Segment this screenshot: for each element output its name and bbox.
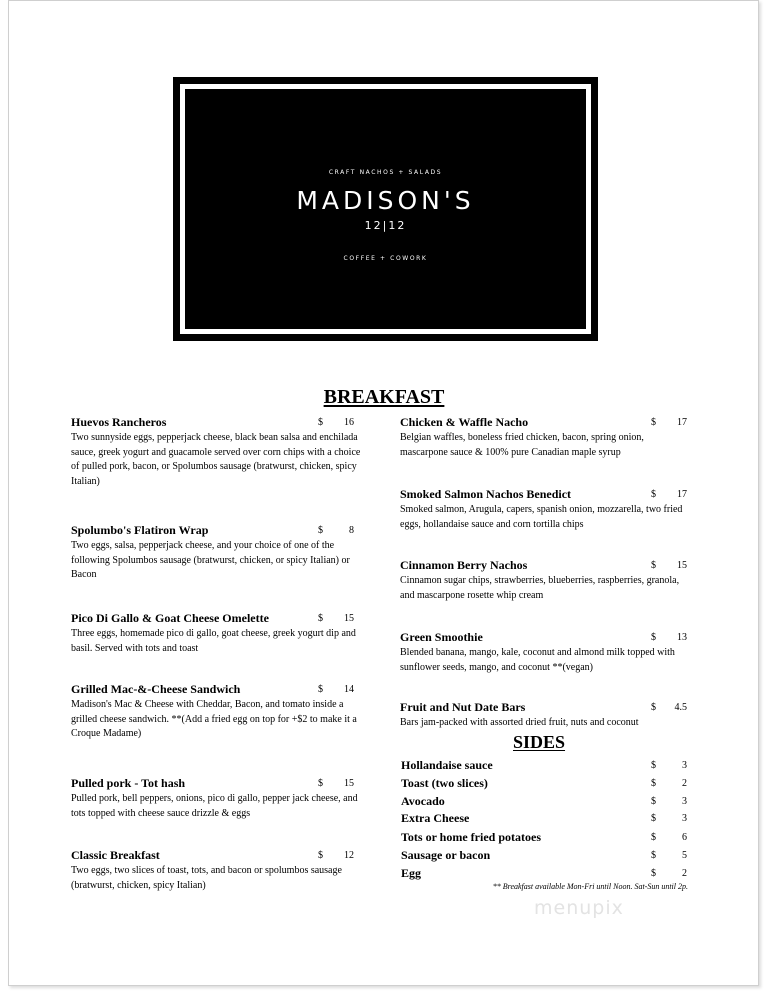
item-name: Grilled Mac-&-Cheese Sandwich xyxy=(71,682,241,696)
side-name: Hollandaise sauce xyxy=(401,758,493,772)
item-price: $ 15 xyxy=(651,560,687,571)
item-price: $ 17 xyxy=(651,489,687,500)
item-name: Smoked Salmon Nachos Benedict xyxy=(400,487,572,501)
sides-heading: SIDES xyxy=(513,732,566,752)
item-name: Classic Breakfast xyxy=(71,848,160,862)
side-name: Tots or home fried potatoes xyxy=(401,830,541,844)
item-price: $ 12 xyxy=(318,850,354,861)
side-name: Sausage or bacon xyxy=(401,848,491,862)
item-price: $ 17 xyxy=(651,417,687,428)
item-description: Pulled pork, bell peppers, onions, pico di gallo, pepper jack cheese, and tots topped with cheese sauce drizzle & eggs xyxy=(71,793,358,819)
menu-item-tot-hash xyxy=(71,776,361,821)
side-item-egg xyxy=(401,866,687,883)
item-name: Pulled pork - Tot hash xyxy=(71,776,186,790)
menu-item-huevos-rancheros xyxy=(71,415,361,489)
item-name: Fruit and Nut Date Bars xyxy=(400,700,526,714)
menu-item-date-bars xyxy=(400,700,692,731)
logo-number: 12|12 xyxy=(364,219,407,232)
side-price: $ 3 xyxy=(651,760,687,771)
item-name: Pico Di Gallo & Goat Cheese Omelette xyxy=(71,611,269,625)
menu-item-cinnamon-berry-nachos xyxy=(400,558,692,603)
side-name: Toast (two slices) xyxy=(401,776,488,790)
side-item-extra-cheese xyxy=(401,811,687,828)
side-name: Egg xyxy=(401,866,422,880)
item-name: Chicken & Waffle Nacho xyxy=(400,415,529,429)
item-price: $ 15 xyxy=(318,778,354,789)
menu-item-salmon-nachos-benedict xyxy=(400,487,692,532)
item-description: Madison's Mac & Cheese with Cheddar, Bacon, and tomato inside a grilled cheese sandwich. **(Add a fried egg on top for +$2 to make it a Croque Madame) xyxy=(71,699,357,739)
item-price: $ 15 xyxy=(318,613,354,624)
item-description: Two sunnyside eggs, pepperjack cheese, black bean salsa and enchilada sauce, greek yogurt and guacamole served over corn chips with a choice of pulled pork, bacon, or Spolumbos sausage (bratwurst, chicken, spicy Italian) xyxy=(71,432,361,487)
breakfast-heading: BREAKFAST xyxy=(323,386,445,408)
logo-subtitle: COFFEE + COWORK xyxy=(343,255,428,262)
item-description: Two eggs, two slices of toast, tots, and bacon or spolumbos sausage (bratwurst, chicken, spicy Italian) xyxy=(71,865,342,891)
side-price: $ 5 xyxy=(651,850,687,861)
item-name: Spolumbo's Flatiron Wrap xyxy=(71,523,209,537)
side-price: $ 3 xyxy=(651,813,687,824)
side-name: Extra Cheese xyxy=(401,811,470,825)
side-item-sausage-bacon xyxy=(401,848,687,865)
menu-item-omelette xyxy=(71,611,361,656)
item-price: $ 13 xyxy=(651,632,687,643)
item-name: Huevos Rancheros xyxy=(71,415,167,429)
side-item-hollandaise xyxy=(401,758,687,775)
logo-name: MADISON'S xyxy=(296,186,475,215)
item-price: $ 8 xyxy=(318,525,354,536)
menu-item-mac-cheese-sandwich xyxy=(71,682,361,742)
item-price: $ 4.5 xyxy=(651,702,687,713)
item-description: Three eggs, homemade pico di gallo, goat cheese, greek yogurt dip and basil. Served with tots and toast xyxy=(71,628,356,654)
side-item-avocado xyxy=(401,794,687,811)
item-name: Green Smoothie xyxy=(400,630,483,644)
item-description: Belgian waffles, boneless fried chicken, bacon, spring onion, mascarpone sauce & 100% pure Canadian maple syrup xyxy=(400,432,644,458)
item-description: Two eggs, salsa, pepperjack cheese, and your choice of one of the following Spolumbos sausage (bratwurst, chicken, or spicy Italian) or Bacon xyxy=(71,540,350,580)
item-name: Cinnamon Berry Nachos xyxy=(400,558,528,572)
item-description: Smoked salmon, Arugula, capers, spanish onion, mozzarella, two fried eggs, hollandaise sauce and corn tortilla chips xyxy=(400,504,683,530)
side-item-tots-potatoes xyxy=(401,830,687,847)
logo-tagline: CRAFT NACHOS + SALADS xyxy=(328,169,443,176)
menu-item-classic-breakfast xyxy=(71,848,361,893)
item-price: $ 14 xyxy=(318,684,354,695)
side-price: $ 2 xyxy=(651,778,687,789)
menu-item-green-smoothie xyxy=(400,630,692,675)
item-description: Blended banana, mango, kale, coconut and almond milk topped with sunflower seeds, mango, and coconut **(vegan) xyxy=(400,647,675,673)
item-description: Bars jam-packed with assorted dried fruit, nuts and coconut xyxy=(400,717,639,728)
menu-item-chicken-waffle-nacho xyxy=(400,415,692,460)
menu-item-flatiron-wrap xyxy=(71,523,361,583)
side-name: Avocado xyxy=(401,794,445,808)
item-price: $ 16 xyxy=(318,417,354,428)
side-price: $ 3 xyxy=(651,796,687,807)
menupix-watermark: menupix xyxy=(534,897,624,919)
item-description: Cinnamon sugar chips, strawberries, blueberries, raspberries, granola, and mascarpone rosette whip cream xyxy=(400,575,680,601)
side-item-toast xyxy=(401,776,687,793)
availability-footnote: ** Breakfast available Mon-Fri until Noon. Sat-Sun until 2p. xyxy=(492,882,688,891)
side-price: $ 2 xyxy=(651,868,687,879)
side-price: $ 6 xyxy=(651,832,687,843)
madisons-logo xyxy=(173,77,598,341)
